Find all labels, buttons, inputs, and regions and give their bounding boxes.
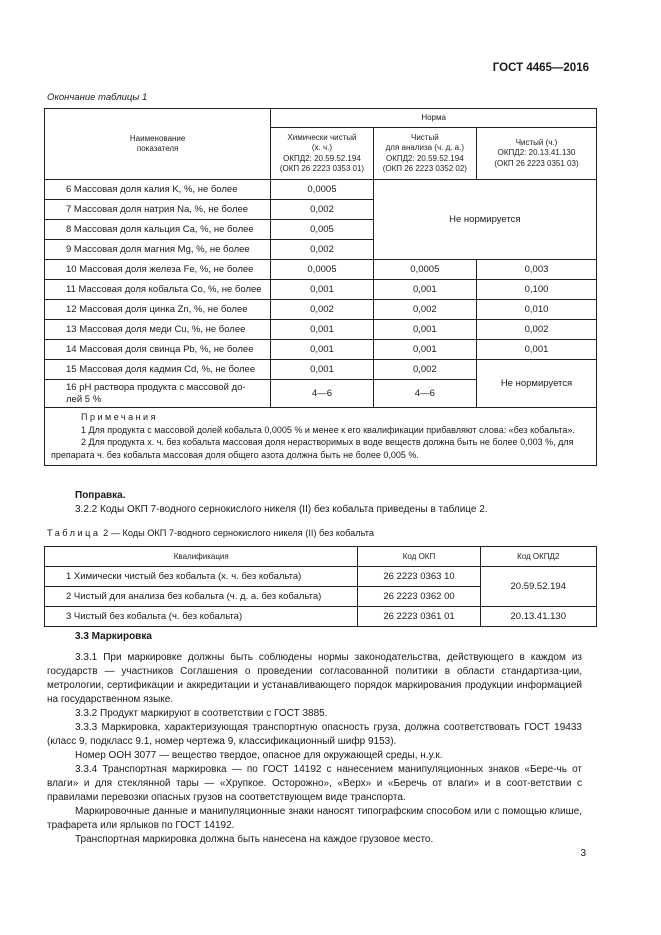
table1-head-col2: Чистый для анализа (ч. д. а.) ОКПД2: 20.59.52.194 (ОКП 26 2223 0352 02) — [373, 128, 476, 180]
row-value: 0,002 — [271, 240, 373, 260]
row-value: 0,0005 — [373, 260, 476, 280]
table2-head-qualification: Квалификация — [45, 547, 358, 567]
row-okp: 26 2223 0363 10 — [358, 567, 480, 587]
table1-head-name: Наименование показателя — [45, 109, 271, 180]
row-value: 0,005 — [271, 220, 373, 240]
row-name: 14 Массовая доля свинца Pb, %, не более — [45, 340, 271, 360]
row-value: 0,002 — [271, 200, 373, 220]
amendment-title: Поправка. — [75, 490, 126, 501]
amendment-text: 3.2.2 Коды ОКП 7-водного сернокислого никеля (II) без кобальта приведены в таблице 2. — [75, 504, 488, 515]
row-value: 0,001 — [271, 360, 373, 380]
row-value: 0,002 — [477, 320, 597, 340]
paragraph-un-number: Номер ООН 3077 — вещество твердое, опасное для окружающей среды, н.у.к. — [75, 750, 443, 761]
table-row — [45, 180, 597, 200]
table-row — [45, 300, 597, 320]
paragraph-3-3-3: 3.3.3 Маркировка, характеризующая транспортную опасность груза, должна соответствовать ГОСТ 19433 (класс 9, подкласс 9.1, номер чертежа 9, классификационный шифр 9153). — [47, 722, 582, 747]
table-row — [45, 567, 597, 587]
table1 — [44, 108, 597, 466]
row-name: 10 Массовая доля железа Fe, %, не более — [45, 260, 271, 280]
notes-row — [45, 408, 597, 466]
not-normed-cell: Не нормируется — [373, 180, 596, 260]
document-code: ГОСТ 4465—2016 — [492, 62, 589, 74]
table2 — [44, 546, 597, 627]
row-okp: 26 2223 0362 00 — [358, 587, 480, 607]
row-okpd: 20.59.52.194 — [480, 567, 596, 607]
row-name: 15 Массовая доля кадмия Cd, %, не более — [45, 360, 271, 380]
notes-title: Примечания — [81, 412, 158, 422]
table1-notes — [45, 408, 597, 466]
paragraph-3-3-1: 3.3.1 При маркировке должны быть соблюдены нормы законодательства, действующего в каждом из государств — участников Соглашения о проведении согласованной политики в области стандартиза-ции, метрологии, сертификации и аккредитации и устанавливающего порядок маркирования продукции информацией на государственном языке. — [47, 652, 582, 705]
row-name: 12 Массовая доля цинка Zn, %, не более — [45, 300, 271, 320]
table-row — [45, 320, 597, 340]
page-number: 3 — [580, 848, 586, 859]
row-value: 0,001 — [271, 340, 373, 360]
row-value: 0,002 — [373, 300, 476, 320]
table2-caption-text: 2 — Коды ОКП 7-водного сернокислого никеля (II) без кобальта — [103, 528, 374, 538]
row-name: 6 Массовая доля калия K, %, не более — [45, 180, 271, 200]
paragraph-marking-data: Маркировочные данные и манипуляционные знаки наносят типографским способом или с помощью клише, трафарета или ярлыков по ГОСТ 14192. — [47, 806, 582, 831]
row-value: 0,001 — [271, 320, 373, 340]
table-row — [45, 260, 597, 280]
row-value: 0,001 — [477, 340, 597, 360]
row-qualification: 2 Чистый для анализа без кобальта (ч. д. а. без кобальта) — [45, 587, 358, 607]
note-2: 2 Для продукта х. ч. без кобальта массовая доля нерастворимых в воде веществ должна быть не более 0,003 %, для препарата ч. без кобальта массовая доля общего азота должна быть не более 0,005 %. — [51, 437, 574, 460]
row-name: 11 Массовая доля кобальта Co, %, не более — [45, 280, 271, 300]
row-value: 0,001 — [271, 280, 373, 300]
row-value: 0,001 — [373, 280, 476, 300]
row-value: 4—6 — [271, 380, 373, 408]
row-okpd: 20.13.41.130 — [480, 607, 596, 627]
paragraph-transport-marking: Транспортная маркировка должна быть нанесена на каждое грузовое место. — [75, 834, 434, 845]
table1-head-col1: Химически чистый (х. ч.) ОКПД2: 20.59.52.194 (ОКП 26 2223 0353 01) — [271, 128, 373, 180]
table1-caption: Окончание таблицы 1 — [47, 92, 148, 103]
row-name: 8 Массовая доля кальция Ca, %, не более — [45, 220, 271, 240]
table2-caption — [47, 528, 374, 538]
row-value: 4—6 — [373, 380, 476, 408]
table-row — [45, 607, 597, 627]
row-name: 13 Массовая доля меди Cu, %, не более — [45, 320, 271, 340]
row-qualification: 1 Химически чистый без кобальта (х. ч. без кобальта) — [45, 567, 358, 587]
row-name: 16 pH раствора продукта с массовой до- лей 5 % — [45, 380, 271, 408]
table1-head-col3: Чистый (ч.) ОКПД2: 20.13.41.130 (ОКП 26 2223 0351 03) — [477, 128, 597, 180]
row-okp: 26 2223 0361 01 — [358, 607, 480, 627]
row-value: 0,002 — [271, 300, 373, 320]
paragraph-3-3-4: 3.3.4 Транспортная маркировка — по ГОСТ 14192 с нанесением манипуляционных знаков «Бере-чь от влаги» и для стеклянной тары — «Хрупкое. Осторожно», «Верх» и «Беречь от влаги» и в соот-ветствии с правилами перевозки опасных грузов на соответствующем виде транспорта. — [47, 764, 582, 803]
row-value: 0,0005 — [271, 260, 373, 280]
row-name: 7 Массовая доля натрия Na, %, не более — [45, 200, 271, 220]
row-value: 0,001 — [373, 320, 476, 340]
paragraph-3-3-2: 3.3.2 Продукт маркируют в соответствии с ГОСТ 3885. — [75, 708, 328, 719]
row-value: 0,0005 — [271, 180, 373, 200]
table-row — [45, 340, 597, 360]
section-title: 3.3 Маркировка — [75, 631, 152, 642]
row-value: 0,002 — [373, 360, 476, 380]
note-1: 1 Для продукта с массовой долей кобальта 0,0005 % и менее к его квалификации прибавляют слова: «без кобальта». — [81, 424, 575, 435]
row-value: 0,010 — [477, 300, 597, 320]
row-value: 0,001 — [373, 340, 476, 360]
row-qualification: 3 Чистый без кобальта (ч. без кобальта) — [45, 607, 358, 627]
table2-head-okpd: Код ОКПД2 — [480, 547, 596, 567]
table1-head-norm: Норма — [271, 109, 597, 128]
section-body — [47, 651, 582, 847]
row-value: 0,003 — [477, 260, 597, 280]
table2-head-okp: Код ОКП — [358, 547, 480, 567]
table2-caption-word: Таблица — [47, 528, 101, 538]
row-name: 9 Массовая доля магния Mg, %, не более — [45, 240, 271, 260]
not-normed-cell: Не нормируется — [477, 360, 597, 408]
table-row — [45, 360, 597, 380]
row-value: 0,100 — [477, 280, 597, 300]
table-row — [45, 280, 597, 300]
